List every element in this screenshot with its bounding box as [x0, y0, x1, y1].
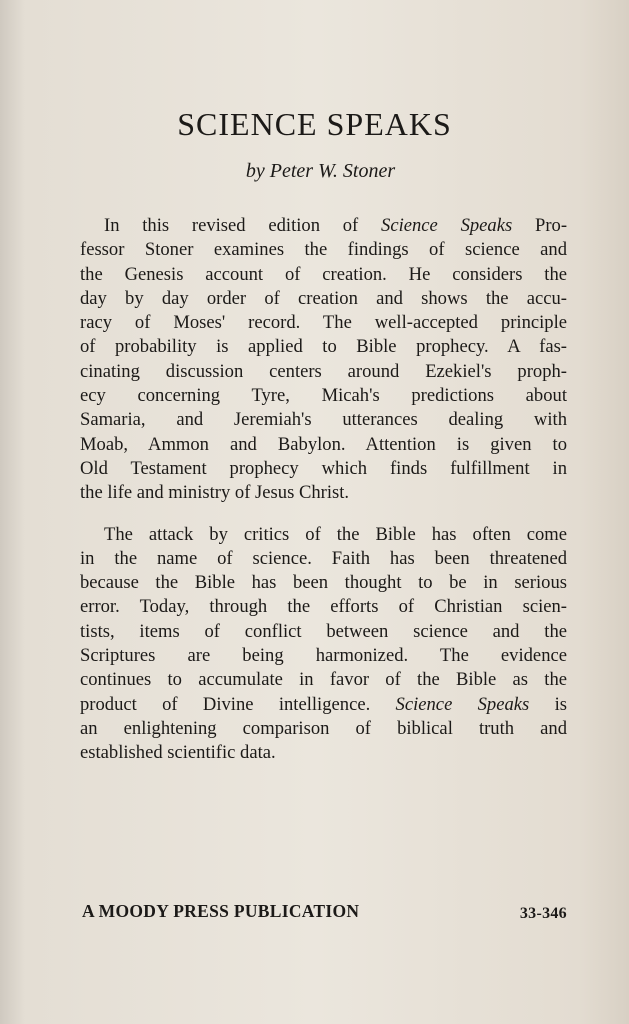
text-line: fessor Stoner examines the findings of science and: [80, 239, 567, 261]
book-title-reference: Science Speaks: [381, 215, 513, 236]
blurb: [80, 214, 567, 783]
text-line: the life and ministry of Jesus Christ.: [80, 482, 350, 504]
text-line: Scriptures are being harmonized. The evidence: [80, 645, 567, 667]
text-line: product of Divine intelligence. Science Speaks is: [80, 693, 567, 715]
text-line: of probability is applied to Bible prophecy. A fas-: [80, 336, 567, 358]
publisher-line: A MOODY PRESS PUBLICATION: [82, 901, 360, 921]
text-line: continues to accumulate in favor of the Bible as the: [80, 669, 567, 691]
book-title-reference: Science Speaks: [395, 693, 530, 715]
text-line: established scientific data.: [80, 742, 276, 764]
text-line: racy of Moses' record. The well-accepted principle: [80, 312, 567, 334]
text-line: Old Testament prophecy which finds fulfillment in: [80, 457, 567, 479]
text-line: tists, items of conflict between science and the: [80, 620, 567, 642]
text-line: because the Bible has been thought to be in serious: [80, 572, 567, 594]
text-line: ecy concerning Tyre, Micah's predictions about: [80, 385, 567, 407]
text-line: error. Today, through the efforts of Christian scien-: [80, 596, 567, 618]
text-line: an enlightening comparison of biblical truth and: [80, 717, 567, 739]
text-line: In this revised edition of Science Speaks Pro-: [104, 215, 568, 236]
blurb-paragraph-2: [80, 523, 567, 766]
blurb-paragraph-1: [80, 214, 567, 506]
text-line: Moab, Ammon and Babylon. Attention is given to: [80, 433, 567, 455]
text-line: the Genesis account of creation. He considers the: [80, 263, 567, 285]
book-author: by Peter W. Stoner: [245, 160, 396, 182]
text-line: cinating discussion centers around Ezekiel's proph-: [80, 360, 567, 382]
catalog-number: 33-346: [519, 905, 567, 922]
text-line: in the name of science. Faith has been threatened: [80, 547, 567, 569]
text-line: Samaria, and Jeremiah's utterances dealing with: [80, 409, 567, 431]
book-title: SCIENCE SPEAKS: [177, 106, 452, 142]
text-line: day by day order of creation and shows the accu-: [80, 287, 567, 309]
text-line: The attack by critics of the Bible has often come: [104, 523, 567, 545]
